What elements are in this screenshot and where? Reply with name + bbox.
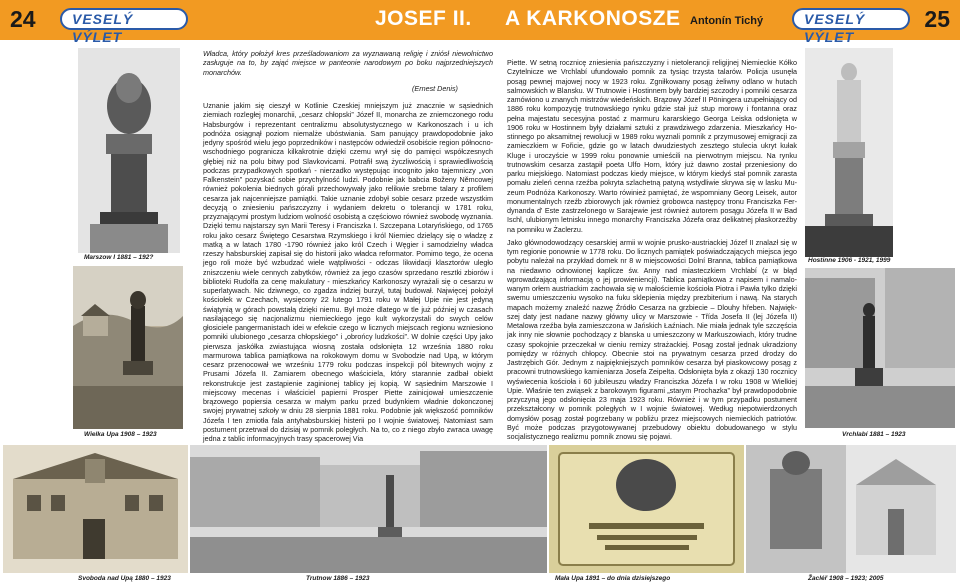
caption-hostinne: Hostinne 1906 - 1921, 1999	[808, 257, 891, 264]
memorial-plaque-icon	[549, 445, 744, 573]
quote-signature: (Ernest Denis)	[412, 84, 458, 93]
paragraph: Piette. W setną rocznicę zniesienia pańszczyzny i nietolerancji religijnej Niemieckie Kółko Czytelnicze we Vrchlabí ufundowało pomnik za tysiąc trzysta talarów. Policja usunęła posąg pewnej majowej nocy w 1923 roku. Zgniłkowany posąg żeliwny odlano w hutach salmowskich w Blansku. W Trutnowie i Hostinnem były bardziej szczodry i pomniki cesarza zamówiono u znanych mistrzów wiedeńskich. Brązowy Józef II Pöningera uzupełniający od 1886 roku kompozycję trutnowskiego rynku gdzie stał już stup morowy i fontanna oraz pełna majestatu secesyjna postać z marmuru kararskiego Georga Leiska odsłonięta w 1906 roku w Hostinnem były działami sztuki z prawdziwego zdarzenia. Mieszkańcy Hostinnego po aksamitnej rewolucji w 1989 roku wyznali pomnik z przymusowej emigracji za zamieczkiem w Fořicie, gdzie go w latach dwudziestych zesztego stulecia ukryt kułak Kluge i uroczyście w 1999 roku ponownie umieścili na pierwotnym miejscu. Na rynku trutnowskim cesarza zastąpił poeta Ulfo Horn, który już dawno został przeniesiony do parku miejskiego. Natomiast podczas kiedy miejsce, w którym kiedyś stał pomnik zarasta pomału zieleń cenna rzeźba pokryta szlachetną patyną wstydliwie skrywa się w lasku Muzeum Podnóża Karkonoszy. Warto rówinież pamiętać, że wspomniany Georg Leisek, autor monumentalnych rzeźb zbiorowych jak również grobowca następcy tronu Franciszka Ferdynanda d' Este zastrzelonego w Sarajewie jest również autorem posągu Józefa II w Bad Ischl, ulubionym letnisku innego monarchy Franciszka Józefa oraz delikatnej płaskorzeźby na pomniku w Żaclerzu.	[507, 58, 797, 234]
statue-figure-icon	[805, 48, 893, 257]
caption-zacler: Žacléř 1908 – 1923; 2005	[808, 575, 884, 582]
photo-mala-upa	[549, 445, 744, 573]
photo-vrchlabi	[805, 268, 955, 428]
photo-zacler	[746, 445, 956, 573]
page-title-right: A KARKONOSZE	[505, 7, 681, 30]
town-square-icon	[805, 268, 955, 428]
author-name: Antonín Tichý	[690, 15, 764, 27]
intro-quote: Władca, który położył kres prześladowaniom za wyznawaną religię i zniósł niewolnictwo zasługuje na to, by zająć miejsce w panteonie narodowym po boku najprzedniejszych monarchów.	[203, 49, 493, 77]
caption-vrchlabi: Vrchlabí 1881 – 1923	[842, 431, 906, 438]
baroque-house-icon	[3, 445, 188, 573]
brand-logo-right: VESELÝ VÝLET	[792, 8, 910, 30]
caption-mala-upa: Mała Upa 1891 – do dnia dzisiejszego	[555, 575, 671, 582]
caption-trutnow: Trutnow 1886 – 1923	[306, 575, 370, 582]
photo-svoboda	[3, 445, 188, 573]
page-title-left: JOSEF II.	[375, 7, 472, 30]
paragraph: Uznanie jakim się cieszył w Kotlinie Czeskiej mniejszym już znacznie w sąsiednich ziemiach rozległej monarchii, „cesarz chłopski” Józef II, monarcha ze zniemczonego rodu Habsburgów i reprezentant centralizmu absolutystycznego w Karkonoszach i u ich podnóża osiągnął poziom niemalże ubóstwiania. Sam panujący prawdopodobnie jako jedyny spośród wielu jego poprzedników i następców odwiedził osobiście region północno-wschodniego pogranicza kilkakrotnie dzięki czemu wrył się do pamięci współczesnych głębiej niż na polu bitwy pod Slavkovicami. Potrafił swą życzliwością i sprawiedliwością podczas przypadkowych spotkań - nierzadko występując incognito jako tajemniczy „von Falkenstein” pozyskać sobie przychylność ludzi. Podobnie jak babcia Boženy Němcowej również pokolenia biednych górali przechowywały jako relikwie srebrne talary z profilem cesarza jak najcenniejsze pamiątki. Takie uznanie zdobył sobie cesarz przede wszystkim decyzją o zniesieniu pańszczyzny i wydaniem dekretu o tolerancji w 1781 roku, przyznającymi prostym ludziom wolność osobistą a częściowo również swobodę wyznania. Dzięki temu najstarszy syn Marii Teresy i Franciszka I. Szczepana Lotaryńskiego, od 1765 roku jako cesarz Świętego Cesarstwa Rzymskiego i król Niemiec dzielący się o władzę z matką a w latach 1780 -1790 również jako król Czech i Węgier i samodzielny władca rzeszy habsburskiej zapisał się do historii jako władca reformator. Pomimo tego, że ocena jego roli może być wzbudzać wiele wątpliwości - odczas likwidacji klasztorów uległo zniszczeniu wiele cennych zabytków, również za jego czasów sprzedano resztki zbiorów i biblioteki Rudolfa za cenę makulatury - mieszkańcy Karkonoszy wyrażali się o cesarzu w superlatywach. Nic dziwnego, co zgadza indziej burzył, tutaj budował. Najwięcej położył kościołek w Czechach, wysięcony 22 lutego 1791 roku w Małej Upie nie jest jedyną świątynią w górach powstałą dzięki niemu. Był może dlatego w tle już później w czasach nasilającego się nacjonalizmu niemieckiego jego kult wykorzystali do swych celów głosiciele pangermanistach idei w efekcie czego w licznych miejscach regionu wzniesiono pomniki ulubionego „cesarza chłopskiego” i „obrońcy ludzkości”. W dolnie części Upy jako pierwsza jaskółka zwiastująca wiosną została odsłonięta 12 września 1880 roku marmurowa tablica pamiątkowa na rokokowym domu w Svobodzie nad Upą, w którym cesarz przenocował we wrześniu 1779 roku podczas inspekcji pól bitewnych wojny z Prusami Józefa II. Zamiarem obecnego właściciela, który starannie zadbał obiekt rekonstrukcje jest zastąpienie zaginionej tablicy jej kopią. W sąsiednim Marszowie I miejscowy mecenas i właściciel papierni Prosper Piette zainicjował umieszczenie brązowego popiersia cesarza w małym parku przed budynkiem władnie dokonczonej swojej prywatnej szkoły w dniu 28 sierpnia 1881 roku. Podobnie jak większość pomników Józefa I ten zmiotła fala antyhabsburskiej histerii po I wojnie światowej. Natomiast sam postument przetrwał do dzisiaj w pomnik poległych. Na to, co z niego zbyło zwraca uwagę jedna z tablic informacyjnych trasy spacerowej Via	[203, 101, 493, 443]
photo-hostinne-statue	[805, 48, 893, 257]
header-bar	[0, 0, 960, 45]
page-number-right: 25	[924, 6, 950, 32]
village-scene-icon	[73, 266, 183, 429]
brand-logo-left: VESELÝ VÝLET	[60, 8, 188, 30]
photo-trutnow	[190, 445, 547, 573]
caption-wielka-upa: Wielka Upa 1908 – 1923	[84, 431, 157, 438]
caption-svoboda: Svoboda nad Upą 1880 – 1923	[78, 575, 171, 582]
photo-marszow-statue	[78, 48, 180, 253]
page-number-left: 24	[10, 6, 36, 32]
market-square-icon	[190, 445, 547, 573]
article-column-3	[507, 58, 797, 445]
statue-bust-icon	[78, 48, 180, 253]
paragraph: Jako głównodowodzący cesarskiej armii w wojnie prusko-austriackiej Józef II znalazł się w tym regionie ponownie w 1778 roku. Do licznych pamiątek poświadczających miejsca jego pobytu należał na przykład domek nr 8 w miejscowości Dolní Branna, tablica pamiątkowa na niedawno odnowionej kaplicze św. Anny nad miasteczkiem Vrchlabí (z w błąd wprowadzającą informacją o jej prowieniencji). Tablica pamiątkowa z napisem i namalowanym orłem austriackim zachowała się w małościemie kościoła Piotra i Pawła tylko dzięki swemu umieszczeniu wysoko na fuku sklepienia między prezbiterium i nawą. Na starych mapach możemy znaleźć nazwę Źródło Cesarza na grzbiecie – Dlouhy hřeben. Największej daty jest nadane nazwy główny ulicy w Marszowie - Třída Josefa II (lej Józefa II) Metalowa rzeźba była zamieszczona w Jańskich Łaźniach. Nie miała jednak tyle szczęścia jak inny nie słownie pochodzący z blanska u umieszczony w Markuszowiach, który trudne czasy spokojnie przeczekał w cieniu remizy strażackiej. Posąg został jednak ukradziony pomiędzy w różnych chłopcy. Obecnie stoi na prywatnym cesarza przed drodzy do Jastrzębich Gór. Jednym z najpiękniejszych pomników cesarza był piaskowcowy posąg z pracowni trutnowskiego kamieniarza Josefa Zeipelta. Odsłonięta była z okazji 130 rocznicy wyświecenia kościoła i 60 jubileuszu władzy Franciszka Józefa I w roku 1908 w Wielkiej Upie. Właśnie ten zwiąsek z barokowym figurami „starym Prochazka” był prawdopodobnie przyczyną jego odsłonięcia 23 maja 1923 roku. Również i w tym przypadku postument przekształcony w pomnik poległych w I wojnie światowej. Według niepotwierdzonych domysłów posąg został pogrzebany w pobliżu przez miejscowych niemieckich patriotów. Być może podczas przygotowywanej przebudowy obiektu dobudowanego w stylu socjalistycznego realizmu pomnik znowu się pojawi.	[507, 237, 797, 441]
caption-marszow: Marszow I 1881 – 192?	[84, 254, 154, 261]
article-column-2	[203, 101, 493, 447]
monument-snow-icon	[746, 445, 956, 573]
photo-wielka-upa	[73, 266, 183, 429]
